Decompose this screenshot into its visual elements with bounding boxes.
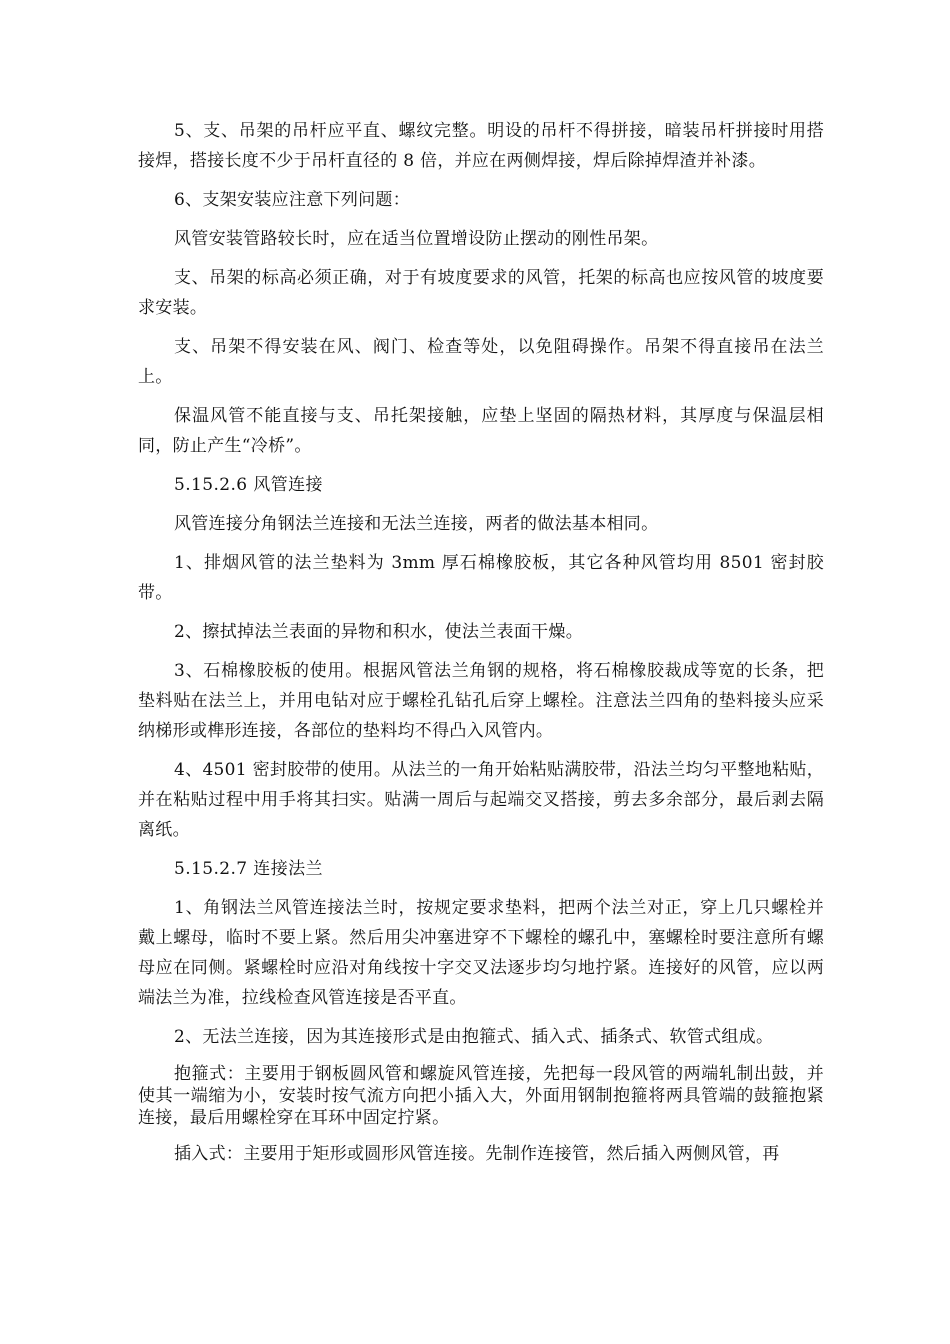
paragraph-hanger-rod-requirements: 5、支、吊架的吊杆应平直、螺纹完整。明设的吊杆不得拼接，暗装吊杆拼接时用搭接焊，搭接长度不少于吊杆直径的 8 倍，并应在两侧焊接，焊后除掉焊渣并补漆。 (138, 121, 824, 171)
paragraph-gasket-material: 1、排烟风管的法兰垫料为 3mm 厚石棉橡胶板，其它各种风管均用 8501 密封胶带。 (138, 553, 824, 603)
paragraph-asbestos-gasket: 3、石棉橡胶板的使用。根据风管法兰角钢的规格，将石棉橡胶裁成等宽的长条，把垫料贴在法兰上，并用电钻对应于螺栓孔钻孔后穿上螺栓。注意法兰四角的垫料接头应采纳梯形或榫形连接，各部位的垫料均不得凸入风管内。 (138, 661, 824, 741)
paragraph-hanger-elevation: 支、吊架的标高必须正确，对于有坡度要求的风管，托架的标高也应按风管的坡度要求安装。 (138, 268, 824, 318)
paragraph-angle-flange: 1、角钢法兰风管连接法兰时，按规定要求垫料，把两个法兰对正，穿上几只螺栓并戴上螺母，临时不要上紧。然后用尖冲塞进穿不下螺栓的螺孔中，塞螺栓时要注意所有螺母应在同侧。紧螺栓时应沿对角线按十字交叉法逐步均匀地拧紧。连接好的风管，应以两端法兰为准，拉线检查风管连接是否平直。 (138, 898, 824, 1008)
paragraph-rigid-hanger: 风管安装管路较长时，应在适当位置增设防止摆动的刚性吊架。 (174, 229, 659, 249)
paragraph-insulated-duct: 保温风管不能直接与支、吊托架接触，应垫上坚固的隔热材料，其厚度与保温层相同，防止产生“冷桥”。 (138, 406, 824, 456)
paragraph-connection-types: 风管连接分角钢法兰连接和无法兰连接，两者的做法基本相同。 (174, 514, 659, 534)
paragraph-support-notes-intro: 6、支架安装应注意下列问题： (174, 190, 411, 210)
section-heading-duct-connection: 5.15.2.6 风管连接 (174, 475, 323, 495)
document-page (138, 116, 824, 1169)
paragraph-insert-connection: 插入式：主要用于矩形或圆形风管连接。先制作连接管，然后插入两侧风管，再 (174, 1144, 780, 1164)
paragraph-flangeless-connection: 2、无法兰连接，因为其连接形式是由抱箍式、插入式、插条式、软管式组成。 (174, 1027, 774, 1047)
paragraph-hanger-placement: 支、吊架不得安装在风、阀门、检查等处，以免阻碍操作。吊架不得直接吊在法兰上。 (138, 337, 824, 387)
section-heading-flange-connection: 5.15.2.7 连接法兰 (174, 859, 323, 879)
paragraph-sealing-tape: 4、4501 密封胶带的使用。从法兰的一角开始粘贴满胶带，沿法兰均匀平整地粘贴，并在粘贴过程中用手将其扫实。贴满一周后与起端交叉搭接，剪去多余部分，最后剥去隔离纸。 (138, 760, 824, 840)
paragraph-hoop-connection: 抱箍式：主要用于钢板圆风管和螺旋风管连接，先把每一段风管的两端轧制出鼓，并使其一端缩为小，安装时按气流方向把小插入大，外面用钢制抱箍将两具管端的鼓箍抱紧连接，最后用螺栓穿在耳环中固定拧紧。 (138, 1064, 824, 1128)
paragraph-clean-flange: 2、擦拭掉法兰表面的异物和积水，使法兰表面干燥。 (174, 622, 584, 642)
